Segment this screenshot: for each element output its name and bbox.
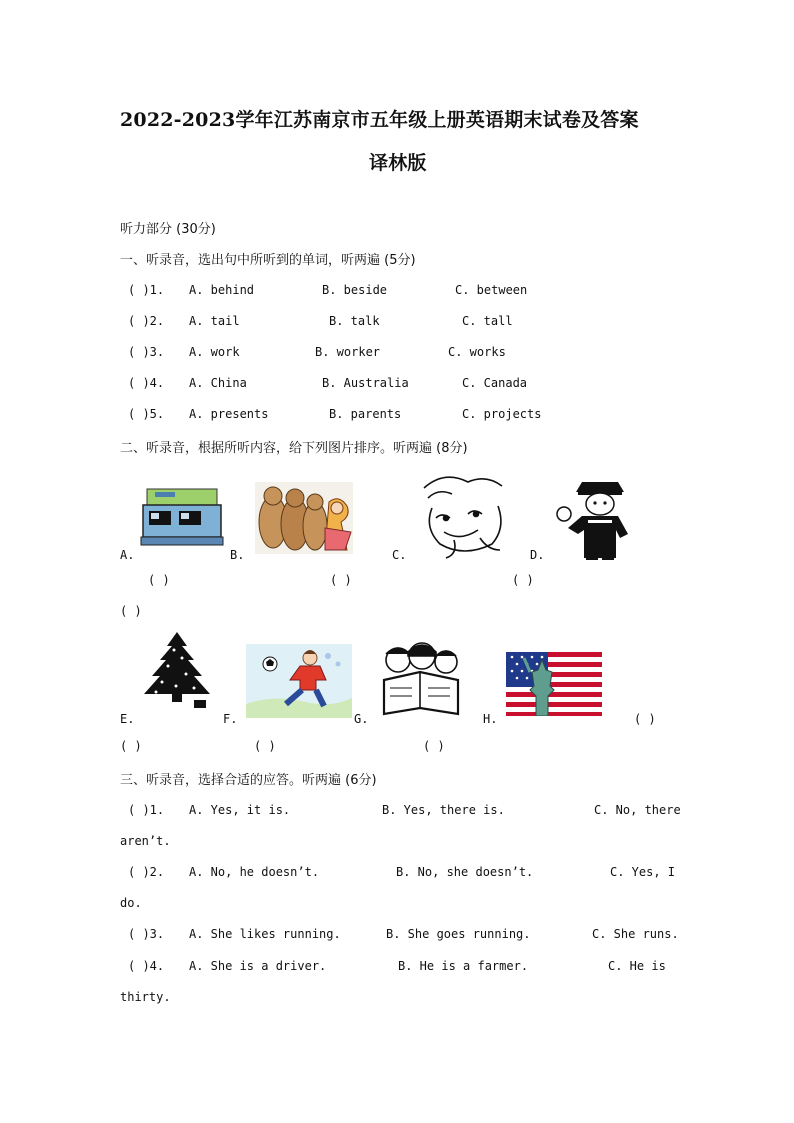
option-c: C. between: [455, 283, 528, 297]
option-a: A. behind: [189, 283, 255, 297]
option-c-continued: do.: [120, 896, 142, 910]
question-stem: ( )5.: [128, 407, 165, 421]
answer-blank[interactable]: ( ): [120, 739, 142, 753]
boy-playing-football-image: [246, 644, 352, 718]
option-b: B. beside: [322, 283, 388, 297]
option-b: B. Yes, there is.: [382, 803, 505, 817]
option-c: C. He is: [608, 959, 666, 973]
option-b: B. She goes running.: [386, 927, 531, 941]
picture-label-b: B.: [230, 548, 245, 562]
christmas-tree-image: [138, 630, 216, 710]
answer-blank[interactable]: ( ): [423, 739, 445, 753]
option-a: A. Yes, it is.: [189, 803, 291, 817]
option-a: A. work: [189, 345, 240, 359]
option-c-continued: aren’t.: [120, 834, 171, 848]
answer-blank[interactable]: ( ): [254, 739, 276, 753]
picture-label-a: A.: [120, 548, 135, 562]
policeman-image: [552, 472, 646, 562]
answer-blank[interactable]: ( ): [330, 573, 352, 587]
statue-of-liberty-flag-image: [506, 652, 602, 716]
part1-heading: 一、听录音，选出句中所听到的单词，听两遍 (5分): [120, 253, 416, 268]
option-a: A. presents: [189, 407, 269, 421]
picture-label-d: D.: [530, 548, 545, 562]
option-c: C. tall: [462, 314, 513, 328]
option-b: B. talk: [329, 314, 380, 328]
picture-label-g: G.: [354, 712, 369, 726]
option-a: A. China: [189, 376, 247, 390]
option-b: B. worker: [315, 345, 381, 359]
answer-blank[interactable]: ( ): [120, 604, 142, 618]
option-c: C. No, there: [594, 803, 681, 817]
picture-label-e: E.: [120, 712, 135, 726]
ticket-machine-image: [139, 483, 225, 549]
question-stem: ( )3.: [128, 927, 165, 941]
option-a: A. She likes running.: [189, 927, 341, 941]
option-c: C. Canada: [462, 376, 528, 390]
option-c: C. She runs.: [592, 927, 679, 941]
part3-heading: 三、听录音，选择合适的应答。听两遍 (6分): [120, 773, 377, 788]
option-c: C. Yes, I: [610, 865, 676, 879]
family-reading-image: [376, 640, 466, 720]
picture-label-c: C.: [392, 548, 407, 562]
bears-and-girl-image: [255, 482, 353, 554]
question-stem: ( )1.: [128, 803, 165, 817]
question-stem: ( )4.: [128, 376, 165, 390]
picture-label-f: F.: [223, 712, 238, 726]
answer-blank[interactable]: ( ): [634, 712, 656, 726]
part2-heading: 二、听录音，根据所听内容，给下列图片排序。听两遍 (8分): [120, 441, 468, 456]
question-stem: ( )2.: [128, 314, 165, 328]
option-b: B. No, she doesn’t.: [396, 865, 534, 879]
option-a: A. She is a driver.: [189, 959, 327, 973]
option-c: C. projects: [462, 407, 542, 421]
question-stem: ( )3.: [128, 345, 165, 359]
listening-section-header: 听力部分 (30分): [120, 222, 216, 237]
option-b: B. parents: [329, 407, 402, 421]
option-c-continued: thirty.: [120, 990, 171, 1004]
answer-blank[interactable]: ( ): [512, 573, 534, 587]
option-a: A. tail: [189, 314, 240, 328]
option-c: C. works: [448, 345, 506, 359]
page-subtitle: 译林版: [369, 152, 427, 174]
question-stem: ( )2.: [128, 865, 165, 879]
option-a: A. No, he doesn’t.: [189, 865, 320, 879]
cartoon-face-sketch-image: [414, 468, 514, 560]
page-title: 2022-2023学年江苏南京市五年级上册英语期末试卷及答案: [120, 109, 639, 131]
option-b: B. He is a farmer.: [398, 959, 529, 973]
answer-blank[interactable]: ( ): [148, 573, 170, 587]
question-stem: ( )1.: [128, 283, 165, 297]
option-b: B. Australia: [322, 376, 409, 390]
picture-label-h: H.: [483, 712, 498, 726]
question-stem: ( )4.: [128, 959, 165, 973]
